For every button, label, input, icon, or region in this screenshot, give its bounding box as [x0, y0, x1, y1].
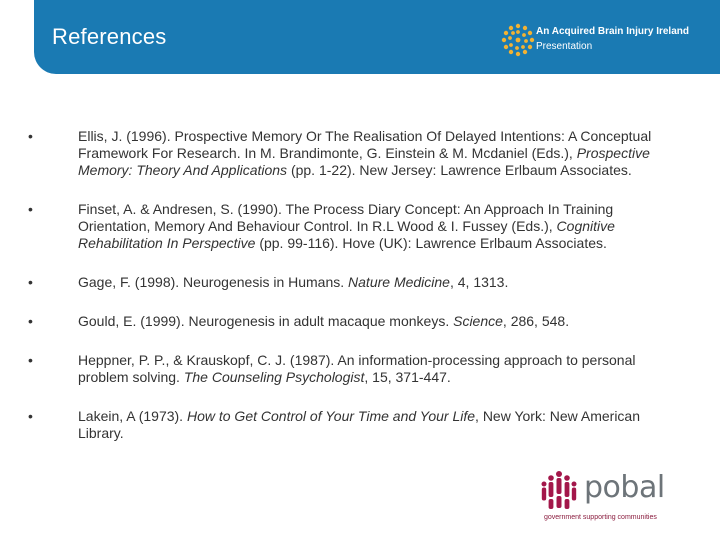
pobal-wordmark: pobal — [584, 470, 665, 505]
reference-title-italic: How to Get Control of Your Time and Your Life — [186, 408, 476, 424]
bullet-icon: • — [28, 408, 33, 424]
header-bar — [34, 0, 720, 74]
reference-title-italic: Science — [453, 313, 503, 329]
abi-ireland-logo-icon — [500, 22, 536, 58]
abi-logo-text — [536, 24, 689, 54]
bullet-icon: • — [28, 352, 33, 368]
reference-text: Heppner, P. P., & Krauskopf, C. J. (1987). An information-processing approach to personal problem solving. — [78, 352, 636, 385]
reference-item — [28, 352, 664, 386]
reference-text-end: (pp. 1-22). New Jersey: Lawrence Erlbaum Associates. — [287, 162, 632, 178]
reference-title-italic: Nature Medicine — [348, 274, 450, 290]
reference-list — [28, 128, 664, 464]
reference-title-italic: Cognitive Rehabilitation In Perspective — [78, 218, 615, 251]
reference-item — [28, 274, 664, 291]
pobal-logo — [538, 470, 678, 526]
reference-item — [28, 128, 664, 179]
reference-text-end: , 15, 371-447. — [364, 369, 451, 385]
reference-text-end: , New York: New American Library. — [78, 408, 641, 441]
reference-item — [28, 201, 664, 252]
reference-title-italic: The Counseling Psychologist — [183, 369, 365, 385]
page-title: References — [52, 24, 167, 49]
bullet-icon: • — [28, 274, 33, 290]
pobal-tagline: government supporting communities — [544, 514, 657, 521]
reference-item — [28, 408, 664, 442]
reference-title-italic: Prospective Memory: Theory And Applications — [78, 145, 650, 178]
reference-text-end: , 4, 1313. — [449, 274, 509, 290]
reference-item — [28, 313, 664, 330]
reference-text-end: , 286, 548. — [502, 313, 570, 329]
reference-text: Finset, A. & Andresen, S. (1990). The Process Diary Concept: An Approach In Training Orientation, Memory And Behaviour Control. In R.L Wood & I. Fussey (Eds.), — [78, 201, 614, 234]
bullet-icon: • — [28, 128, 33, 144]
bullet-icon: • — [28, 313, 33, 329]
abi-logo-line2: Presentation — [536, 41, 593, 52]
reference-text: Gould, E. (1999). Neurogenesis in adult macaque monkeys. — [78, 313, 454, 329]
reference-text: Ellis, J. (1996). Prospective Memory Or The Realisation Of Delayed Intentions: A Conceptual Framework For Research. In M. Brandimonte, G. Einstein & M. Mcdaniel (Eds.), — [78, 128, 652, 161]
reference-text: Lakein, A (1973). — [78, 408, 187, 424]
abi-logo-line1: An Acquired Brain Injury Ireland — [536, 26, 689, 37]
reference-text: Gage, F. (1998). Neurogenesis in Humans. — [78, 274, 349, 290]
bullet-icon: • — [28, 201, 33, 217]
pobal-people-icon — [538, 470, 580, 512]
reference-text-end: (pp. 99-116). Hove (UK): Lawrence Erlbaum Associates. — [255, 235, 607, 251]
